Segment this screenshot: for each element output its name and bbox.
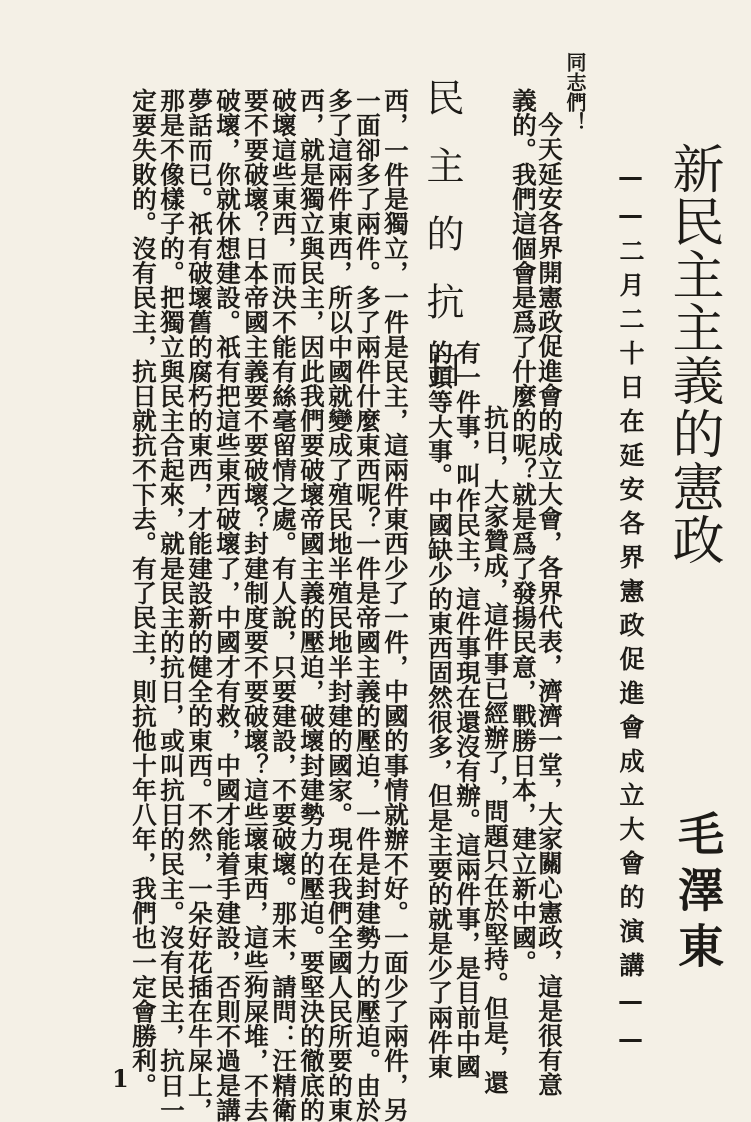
body-column: 一面卻多了兩件。多了兩件什麼東西呢？一件是帝國主義的壓迫，一件是封建勢力的壓迫。由於 [353,88,382,1122]
body-column: 要不要破壞？日本帝國主義要不要破壞？封建制度要不要破壞？這些壞東西，這些狗屎堆，不去 [241,88,270,1122]
body-column: 西，一件是獨立，一件是民主，這兩件東西少了一件，中國的事情就辦不好。一面少了兩件，另 [381,88,410,1122]
article-title: 新民主主義的憲政 [663,142,723,566]
section-heading: 民主的抗日 [420,78,464,418]
body-column: 定要失敗的。沒有民主，抗日就抗不下去。有了民主，則抗他十年八年，我們也一定會勝利。 [129,88,158,1098]
body-column: 破壞這些東西，而決不能有絲毫留情之處。有人說，只要建設，不要破壞。那末，請問：汪精衛 [269,88,298,1122]
article-subtitle: ——二月二十日在延安各界憲政促進會成立大會的演講—— [616,162,645,1062]
body-column: 抗日，大家贊成，這件事已經辦了，問題只在於堅持。但是，還 [481,405,510,1095]
body-column: 那是不像樣子的。把獨立與民主合起來，就是民主的抗日，或叫抗日的民主。沒有民主，抗日一 [157,88,186,1122]
page-number: 1 [112,1064,129,1093]
body-column: 義的。我們這個會是爲了什麼的呢？就是爲了發揚民意，戰勝日本，建立新中國。 [509,88,538,975]
body-column: 西，就是獨立與民主，因此我們要破壞帝國主義的壓迫，破壞封建勢力的壓迫。要堅決的徹底的 [297,88,326,1122]
salutation: 同志們！ [563,52,587,132]
body-column: 有一件事，叫作民主，這件事現在還沒有辦。這兩件事，是目前中國 [453,340,482,1079]
body-column: 夢話而已。祇有破壞舊的腐朽的東西，才能建設新的健全的東西。不然，一朵好花插在牛屎上， [185,88,214,1122]
author-name: 毛澤東 [671,810,725,978]
body-column: 今天延安各界開憲政促進會的成立大會，各界代表，濟濟一堂，大家關心憲政，這是很有意 [535,112,564,1097]
body-column: 的頭等大事。中國缺少的東西固然很多，但是主要的就是少了兩件東 [425,340,454,1079]
body-column: 多了這兩件東西，所以中國就變成了殖民地半殖民地半封建的國家。現在我們全國人民所要的東 [325,88,354,1122]
body-column: 破壞，你就休想建設。祇有把這些東西破壞了，中國才有救，中國才能着手建設，否則不過是講 [213,88,242,1122]
